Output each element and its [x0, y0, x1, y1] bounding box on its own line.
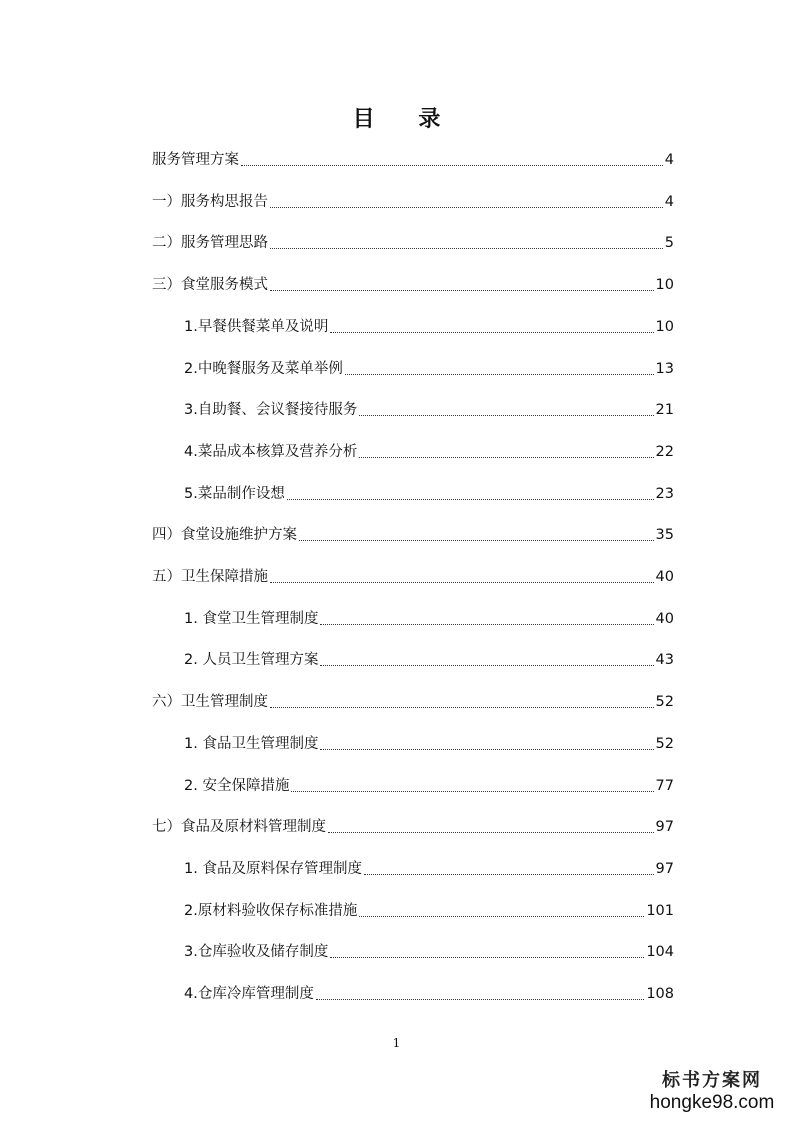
- toc-leader-dots: [328, 832, 654, 833]
- toc-title: 目 录: [352, 107, 459, 132]
- toc-entry-label: 1. 食品卫生管理制度: [184, 735, 319, 752]
- toc-entry[interactable]: [152, 148, 674, 170]
- toc-entry[interactable]: [152, 190, 674, 212]
- toc-entry-label: 三）食堂服务模式: [152, 277, 268, 294]
- toc-leader-dots: [320, 624, 653, 625]
- toc-entry-page: 5: [664, 235, 674, 252]
- toc-entry-label: 二）服务管理思路: [152, 235, 268, 252]
- page-number: 1: [392, 1036, 401, 1050]
- toc-entry[interactable]: [184, 940, 674, 962]
- toc-entry[interactable]: [152, 690, 674, 712]
- toc-entry[interactable]: [152, 815, 674, 837]
- toc-leader-dots: [345, 374, 654, 375]
- toc-entry-page: 40: [655, 569, 674, 585]
- toc-entry-label: 2. 人员卫生管理方案: [184, 652, 319, 669]
- toc-entry-page: 40: [655, 610, 674, 627]
- toc-leader-dots: [287, 499, 654, 500]
- toc-entry-page: 52: [655, 735, 674, 752]
- toc-leader-dots: [359, 916, 644, 917]
- toc-entry-label: 4.菜品成本核算及营养分析: [184, 443, 358, 460]
- toc-leader-dots: [316, 999, 644, 1000]
- toc-entry-page: 4: [664, 152, 674, 168]
- toc-leader-dots: [291, 791, 653, 792]
- toc-entry-page: 104: [646, 944, 674, 961]
- toc-entry[interactable]: [184, 398, 674, 420]
- toc-leader-dots: [359, 457, 653, 458]
- toc-entry[interactable]: [152, 523, 674, 545]
- toc-entry[interactable]: [184, 482, 674, 504]
- toc-entry[interactable]: [152, 231, 674, 253]
- watermark-url: hongke98.com: [649, 1092, 775, 1113]
- toc-leader-dots: [364, 874, 654, 875]
- toc-leader-dots: [270, 290, 654, 291]
- toc-entry-label: 五）卫生保障措施: [152, 569, 268, 585]
- toc-entry-label: 3.自助餐、会议餐接待服务: [184, 402, 358, 419]
- toc-entry[interactable]: [152, 565, 674, 587]
- toc-leader-dots: [270, 707, 654, 708]
- watermark: [647, 1066, 777, 1114]
- toc-entry-page: 22: [655, 443, 674, 460]
- toc-leader-dots: [270, 207, 663, 208]
- toc-entry-label: 1. 食品及原料保存管理制度: [184, 860, 362, 877]
- toc-entry[interactable]: [184, 648, 674, 670]
- toc-entry-page: 77: [655, 777, 674, 794]
- toc-entry-page: 13: [655, 360, 674, 377]
- toc-entry[interactable]: [184, 982, 674, 1004]
- toc-entry-page: 97: [655, 860, 674, 877]
- toc-entry-label: 七）食品及原材料管理制度: [152, 819, 326, 836]
- toc-leader-dots: [320, 749, 653, 750]
- watermark-name: 标书方案网: [662, 1070, 762, 1091]
- toc-entry-page: 43: [655, 652, 674, 669]
- toc-entry-label: 2.中晚餐服务及菜单举例: [184, 360, 343, 377]
- toc-entry-page: 101: [646, 902, 674, 919]
- toc-entry-label: 1. 食堂卫生管理制度: [184, 610, 319, 627]
- toc-entry[interactable]: [184, 732, 674, 754]
- toc-entry-page: 35: [655, 527, 674, 544]
- toc-leader-dots: [270, 582, 654, 583]
- toc-entry-label: 5.菜品制作设想: [184, 485, 285, 502]
- toc-entry[interactable]: [184, 774, 674, 796]
- toc-entry-label: 四）食堂设施维护方案: [152, 527, 297, 544]
- toc-entry[interactable]: [184, 857, 674, 879]
- toc-entry-page: 97: [655, 819, 674, 836]
- toc-leader-dots: [270, 248, 663, 249]
- toc-leader-dots: [299, 540, 654, 541]
- toc-entry-page: 52: [655, 694, 674, 711]
- toc-entry-page: 4: [664, 193, 674, 210]
- toc-entry[interactable]: [184, 899, 674, 921]
- toc-entry-label: 一）服务构思报告: [152, 193, 268, 210]
- toc-entry-label: 4.仓库冷库管理制度: [184, 986, 314, 1002]
- toc-entry[interactable]: [184, 607, 674, 629]
- toc-entry[interactable]: [152, 273, 674, 295]
- toc-leader-dots: [330, 957, 644, 958]
- toc-leader-dots: [359, 415, 653, 416]
- toc-entry-label: 2.原材料验收保存标准措施: [184, 902, 358, 919]
- toc-entry[interactable]: [184, 315, 674, 337]
- toc-entry-label: 2. 安全保障措施: [184, 777, 290, 794]
- toc-entry-label: 3.仓库验收及储存制度: [184, 944, 329, 961]
- toc-leader-dots: [241, 165, 663, 166]
- toc-leader-dots: [320, 665, 653, 666]
- toc-entry-page: 10: [655, 277, 674, 294]
- toc-entry[interactable]: [184, 357, 674, 379]
- toc-entry-page: 10: [655, 318, 674, 335]
- toc-entry-label: 1.早餐供餐菜单及说明: [184, 318, 329, 335]
- toc-entry-page: 21: [655, 402, 674, 419]
- toc-entry[interactable]: [184, 440, 674, 462]
- toc-entry-label: 六）卫生管理制度: [152, 694, 268, 711]
- toc-leader-dots: [330, 332, 653, 333]
- toc-entry-page: 23: [655, 485, 674, 502]
- toc-entry-page: 108: [646, 986, 674, 1002]
- toc-entry-label: 服务管理方案: [152, 152, 239, 168]
